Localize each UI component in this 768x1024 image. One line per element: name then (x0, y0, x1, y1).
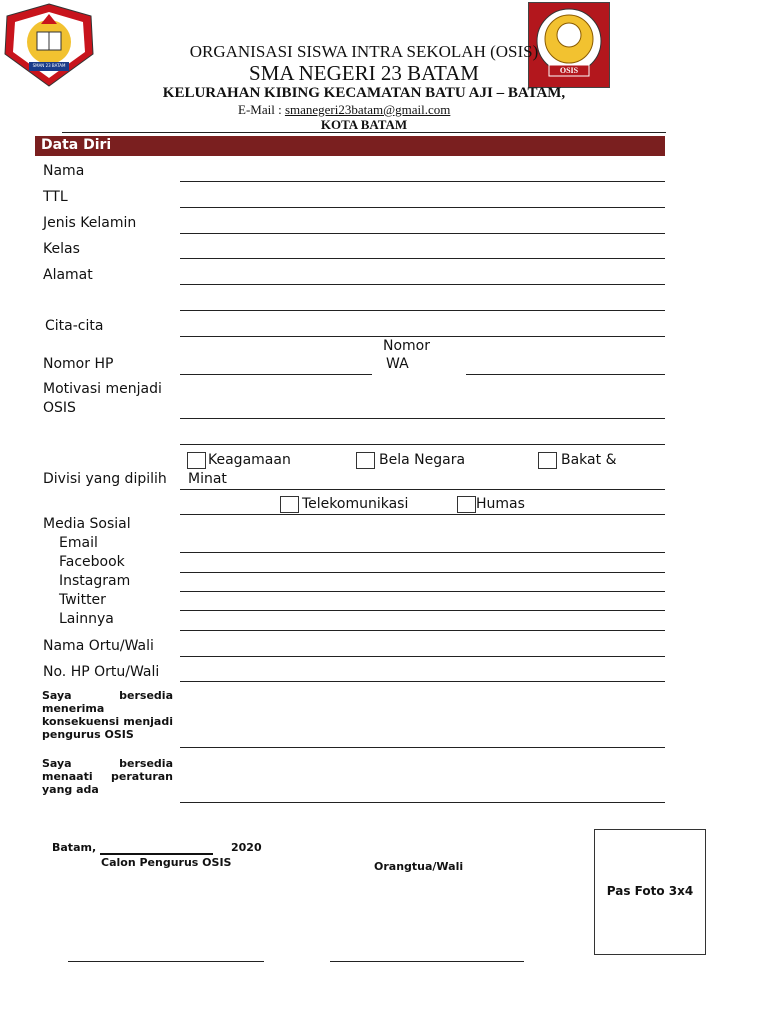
field-hp-ortu-line[interactable] (180, 681, 665, 682)
header-email-line (238, 102, 450, 118)
statement-2 (42, 757, 173, 796)
label-media-sosial: Media Sosial (43, 516, 131, 532)
label-lainnya: Lainnya (59, 611, 114, 627)
field-ttl-line[interactable] (180, 207, 665, 208)
footer-date-line[interactable] (100, 853, 213, 855)
signature-line-orangtua[interactable] (330, 961, 524, 962)
field-instagram-line[interactable] (180, 591, 665, 592)
field-statement-2-line[interactable] (180, 802, 665, 803)
field-divisi-line-1 (180, 489, 665, 490)
field-jenis-kelamin-line[interactable] (180, 233, 665, 234)
division-bela-negara: Bela Negara (379, 452, 466, 468)
s2-word: peraturan (111, 770, 173, 783)
header-school: SMA NEGERI 23 BATAM (249, 61, 479, 85)
s2-word: bersedia (119, 757, 173, 770)
label-nama: Nama (43, 163, 85, 179)
label-alamat: Alamat (43, 267, 93, 283)
s1-word: menjadi (123, 715, 173, 728)
signature-line-calon[interactable] (68, 961, 264, 962)
division-bakat-2: Minat (188, 471, 227, 487)
footer-place: Batam, (52, 841, 97, 854)
s1-word: konsekuensi (42, 715, 120, 728)
division-humas: Humas (476, 496, 525, 512)
label-email: Email (59, 535, 98, 551)
label-cita-cita: Cita-cita (45, 318, 104, 334)
footer-orangtua: Orangtua/Wali (374, 860, 464, 873)
s1-word: menerima (42, 702, 105, 715)
label-jenis-kelamin: Jenis Kelamin (43, 215, 137, 231)
checkbox-telekomunikasi[interactable] (280, 496, 299, 513)
field-email-line[interactable] (180, 552, 665, 553)
field-nomor-wa-line[interactable] (466, 374, 665, 375)
field-statement-1-line[interactable] (180, 747, 665, 748)
footer-calon: Calon Pengurus OSIS (101, 856, 232, 869)
label-nomor-wa-1: Nomor (383, 338, 430, 354)
header-city: KOTA BATAM (320, 117, 408, 132)
field-cita-cita-line[interactable] (180, 336, 665, 337)
field-divisi-line-2 (180, 514, 665, 515)
label-nomor-wa-2: WA (386, 356, 409, 372)
label-hp-ortu: No. HP Ortu/Wali (43, 664, 160, 680)
field-twitter-line[interactable] (180, 610, 665, 611)
checkbox-bakat-minat[interactable] (538, 452, 557, 469)
checkbox-bela-negara[interactable] (356, 452, 375, 469)
photo-box (594, 829, 706, 955)
section-bar (35, 136, 665, 156)
label-facebook: Facebook (59, 554, 125, 570)
label-nama-ortu: Nama Ortu/Wali (43, 638, 154, 654)
checkbox-humas[interactable] (457, 496, 476, 513)
email-label: E-Mail : (238, 102, 282, 117)
division-telekomunikasi: Telekomunikasi (302, 496, 409, 512)
field-alamat-line-2[interactable] (180, 310, 665, 311)
field-motivasi-line-2[interactable] (180, 444, 665, 445)
s2-word: Saya (42, 757, 72, 770)
email-link[interactable]: smanegeri23batam@gmail.com (284, 102, 451, 117)
checkbox-keagamaan[interactable] (187, 452, 206, 469)
field-kelas-line[interactable] (180, 258, 665, 259)
field-nomor-hp-line[interactable] (180, 374, 372, 375)
s2-word: yang ada (42, 783, 99, 796)
field-alamat-line-1[interactable] (180, 284, 665, 285)
s1-word: pengurus OSIS (42, 728, 134, 741)
osis-logo-left (3, 2, 95, 88)
field-nama-line[interactable] (180, 181, 665, 182)
division-bakat-1: Bakat & (561, 452, 617, 468)
label-kelas: Kelas (43, 241, 80, 257)
s2-word: menaati (42, 770, 93, 783)
s1-word: bersedia (119, 689, 173, 702)
label-motivasi-1: Motivasi menjadi (43, 381, 162, 397)
label-ttl: TTL (43, 189, 68, 205)
section-title: Data Diri (41, 137, 112, 153)
statement-1 (42, 689, 173, 741)
field-facebook-line[interactable] (180, 572, 665, 573)
field-lainnya-line[interactable] (180, 630, 665, 631)
logo-right-text: OSIS (559, 66, 579, 75)
label-nomor-hp: Nomor HP (43, 356, 114, 372)
header-org: ORGANISASI SISWA INTRA SEKOLAH (OSIS) (189, 42, 539, 61)
label-motivasi-2: OSIS (43, 400, 76, 416)
field-nama-ortu-line[interactable] (180, 656, 665, 657)
division-keagamaan: Keagamaan (208, 452, 291, 468)
footer-year: 2020 (231, 841, 262, 854)
label-twitter: Twitter (59, 592, 106, 608)
field-motivasi-line-1[interactable] (180, 418, 665, 419)
label-divisi: Divisi yang dipilih (43, 471, 167, 487)
label-instagram: Instagram (59, 573, 131, 589)
logo-left-text: SMAN 23 BATAM (32, 63, 66, 68)
photo-label: Pas Foto 3x4 (606, 884, 694, 898)
s1-word: Saya (42, 689, 72, 702)
header-address: KELURAHAN KIBING KECAMATAN BATU AJI – BATAM, (162, 85, 566, 101)
header-divider (62, 132, 666, 133)
